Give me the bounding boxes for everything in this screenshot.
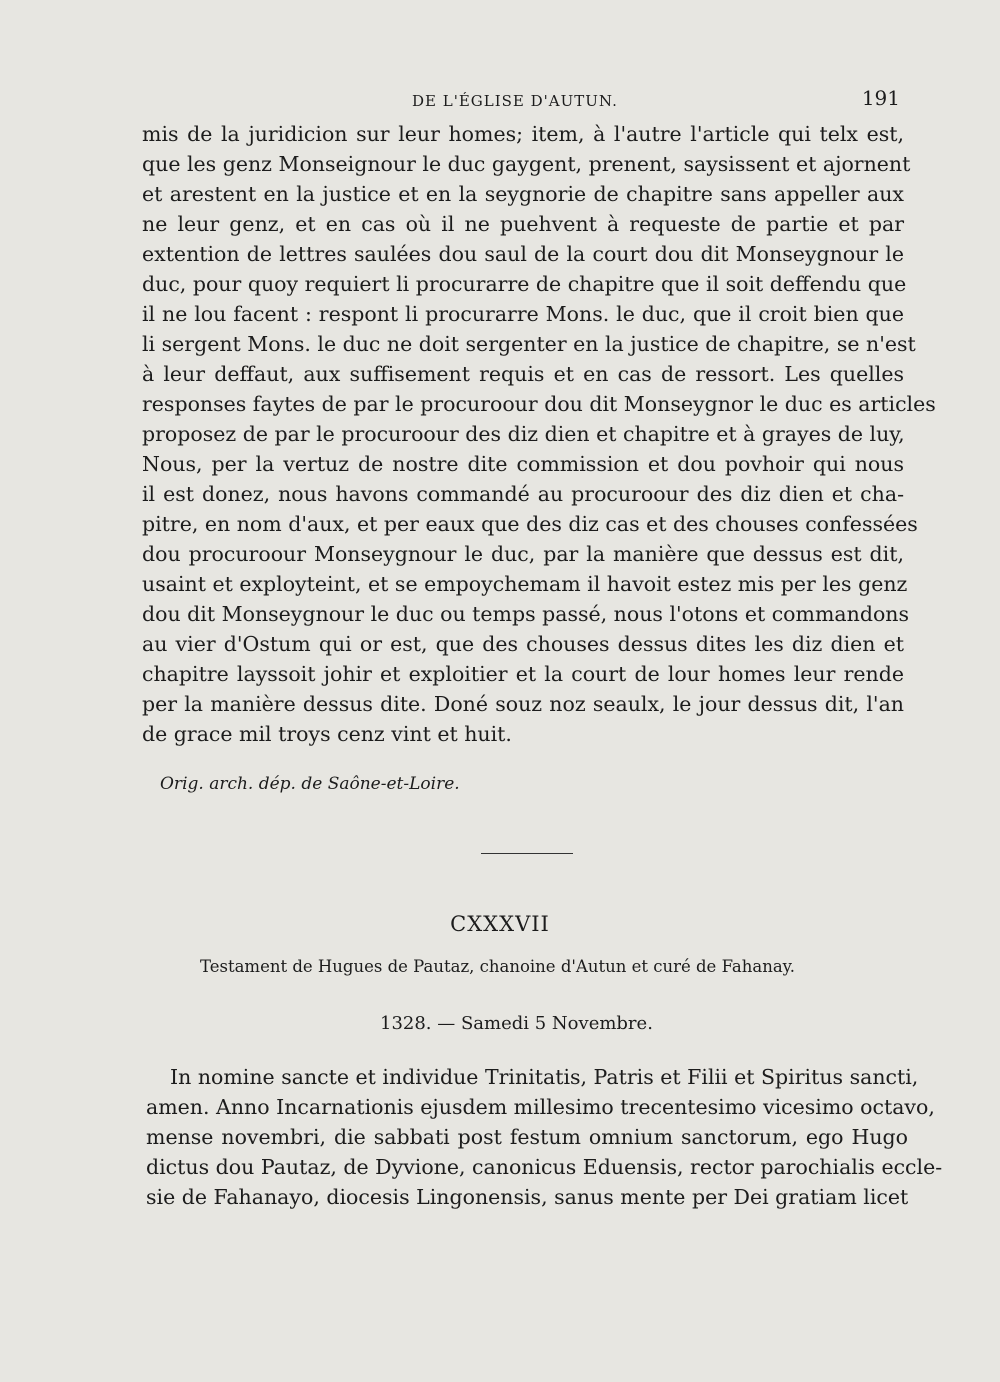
text-line: pitre, en nom d'aux, et per eaux que des diz cas et des chouses confessées [142, 512, 918, 536]
section-divider [481, 853, 573, 854]
text-line: sie de Fahanayo, diocesis Lingonensis, sanus mente per Dei gratiam licet [146, 1185, 909, 1209]
text-line: amen. Anno Incarnationis ejusdem millesimo trecentesimo vicesimo octavo, [146, 1095, 935, 1119]
text-line: il ne lou facent : respont li procurarre Mons. le duc, que il croit bien que [142, 302, 904, 326]
document-title: Testament de Hugues de Pautaz, chanoine d'Autun et curé de Fahanay. [200, 957, 796, 976]
text-line: li sergent Mons. le duc ne doit sergenter en la justice de chapitre, se n'est [142, 332, 916, 356]
text-line: à leur deffaut, aux suffisement requis et en cas de ressort. Les quelles [142, 362, 904, 386]
text-line: chapitre layssoit johir et exploitier et la court de lour homes leur rende [142, 662, 904, 686]
text-line: de grace mil troys cenz vint et huit. [142, 722, 512, 746]
text-line: et arestent en la justice et en la seygnorie de chapitre sans appeller aux [142, 182, 904, 206]
document-text [146, 1062, 943, 1212]
text-line: per la manière dessus dite. Doné souz noz seaulx, le jour dessus dit, l'an [142, 692, 904, 716]
text-line: responses faytes de par le procuroour dou dit Monseygnor le duc es articles [142, 392, 936, 416]
document-date: 1328. — Samedi 5 Novembre. [380, 1013, 653, 1034]
text-line: proposez de par le procuroour des diz dien et chapitre et à grayes de luy, [142, 422, 905, 446]
running-title: DE L'ÉGLISE D'AUTUN. [412, 92, 618, 110]
text-line: dou dit Monseygnour le duc ou temps passé, nous l'otons et commandons [142, 602, 910, 626]
continued-document-text [142, 119, 936, 749]
text-line: dou procuroour Monseygnour le duc, par la manière que dessus est dit, [142, 542, 904, 566]
text-line: dictus dou Pautaz, de Dyvione, canonicus Eduensis, rector parochialis eccle- [146, 1155, 943, 1179]
document-number: CXXXVII [450, 912, 550, 936]
text-line: In nomine sancte et individue Trinitatis, Patris et Filii et Spiritus sancti, [170, 1065, 919, 1089]
page-header [140, 86, 900, 116]
source-note: Orig. arch. dép. de Saône-et-Loire. [160, 774, 460, 794]
text-line: ne leur genz, et en cas où il ne puehvent à requeste de partie et par [142, 212, 904, 236]
text-line: extention de lettres saulées dou saul de la court dou dit Monseygnour le [142, 242, 904, 266]
text-line: usaint et exployteint, et se empoychemam il havoit estez mis per les genz [142, 572, 908, 596]
text-line: il est donez, nous havons commandé au procuroour des diz dien et cha- [142, 482, 904, 506]
text-line: mense novembri, die sabbati post festum omnium sanctorum, ego Hugo [146, 1125, 908, 1149]
text-line: mis de la juridicion sur leur homes; item, à l'autre l'article qui telx est, [142, 122, 904, 146]
page-number: 191 [861, 86, 900, 110]
text-line: au vier d'Ostum qui or est, que des chouses dessus dites les diz dien et [142, 632, 904, 656]
text-line: que les genz Monseignour le duc gaygent, prenent, saysissent et ajornent [142, 152, 911, 176]
text-line: Nous, per la vertuz de nostre dite commission et dou povhoir qui nous [142, 452, 904, 476]
text-line: duc, pour quoy requiert li procurarre de chapitre que il soit deffendu que [142, 272, 907, 296]
